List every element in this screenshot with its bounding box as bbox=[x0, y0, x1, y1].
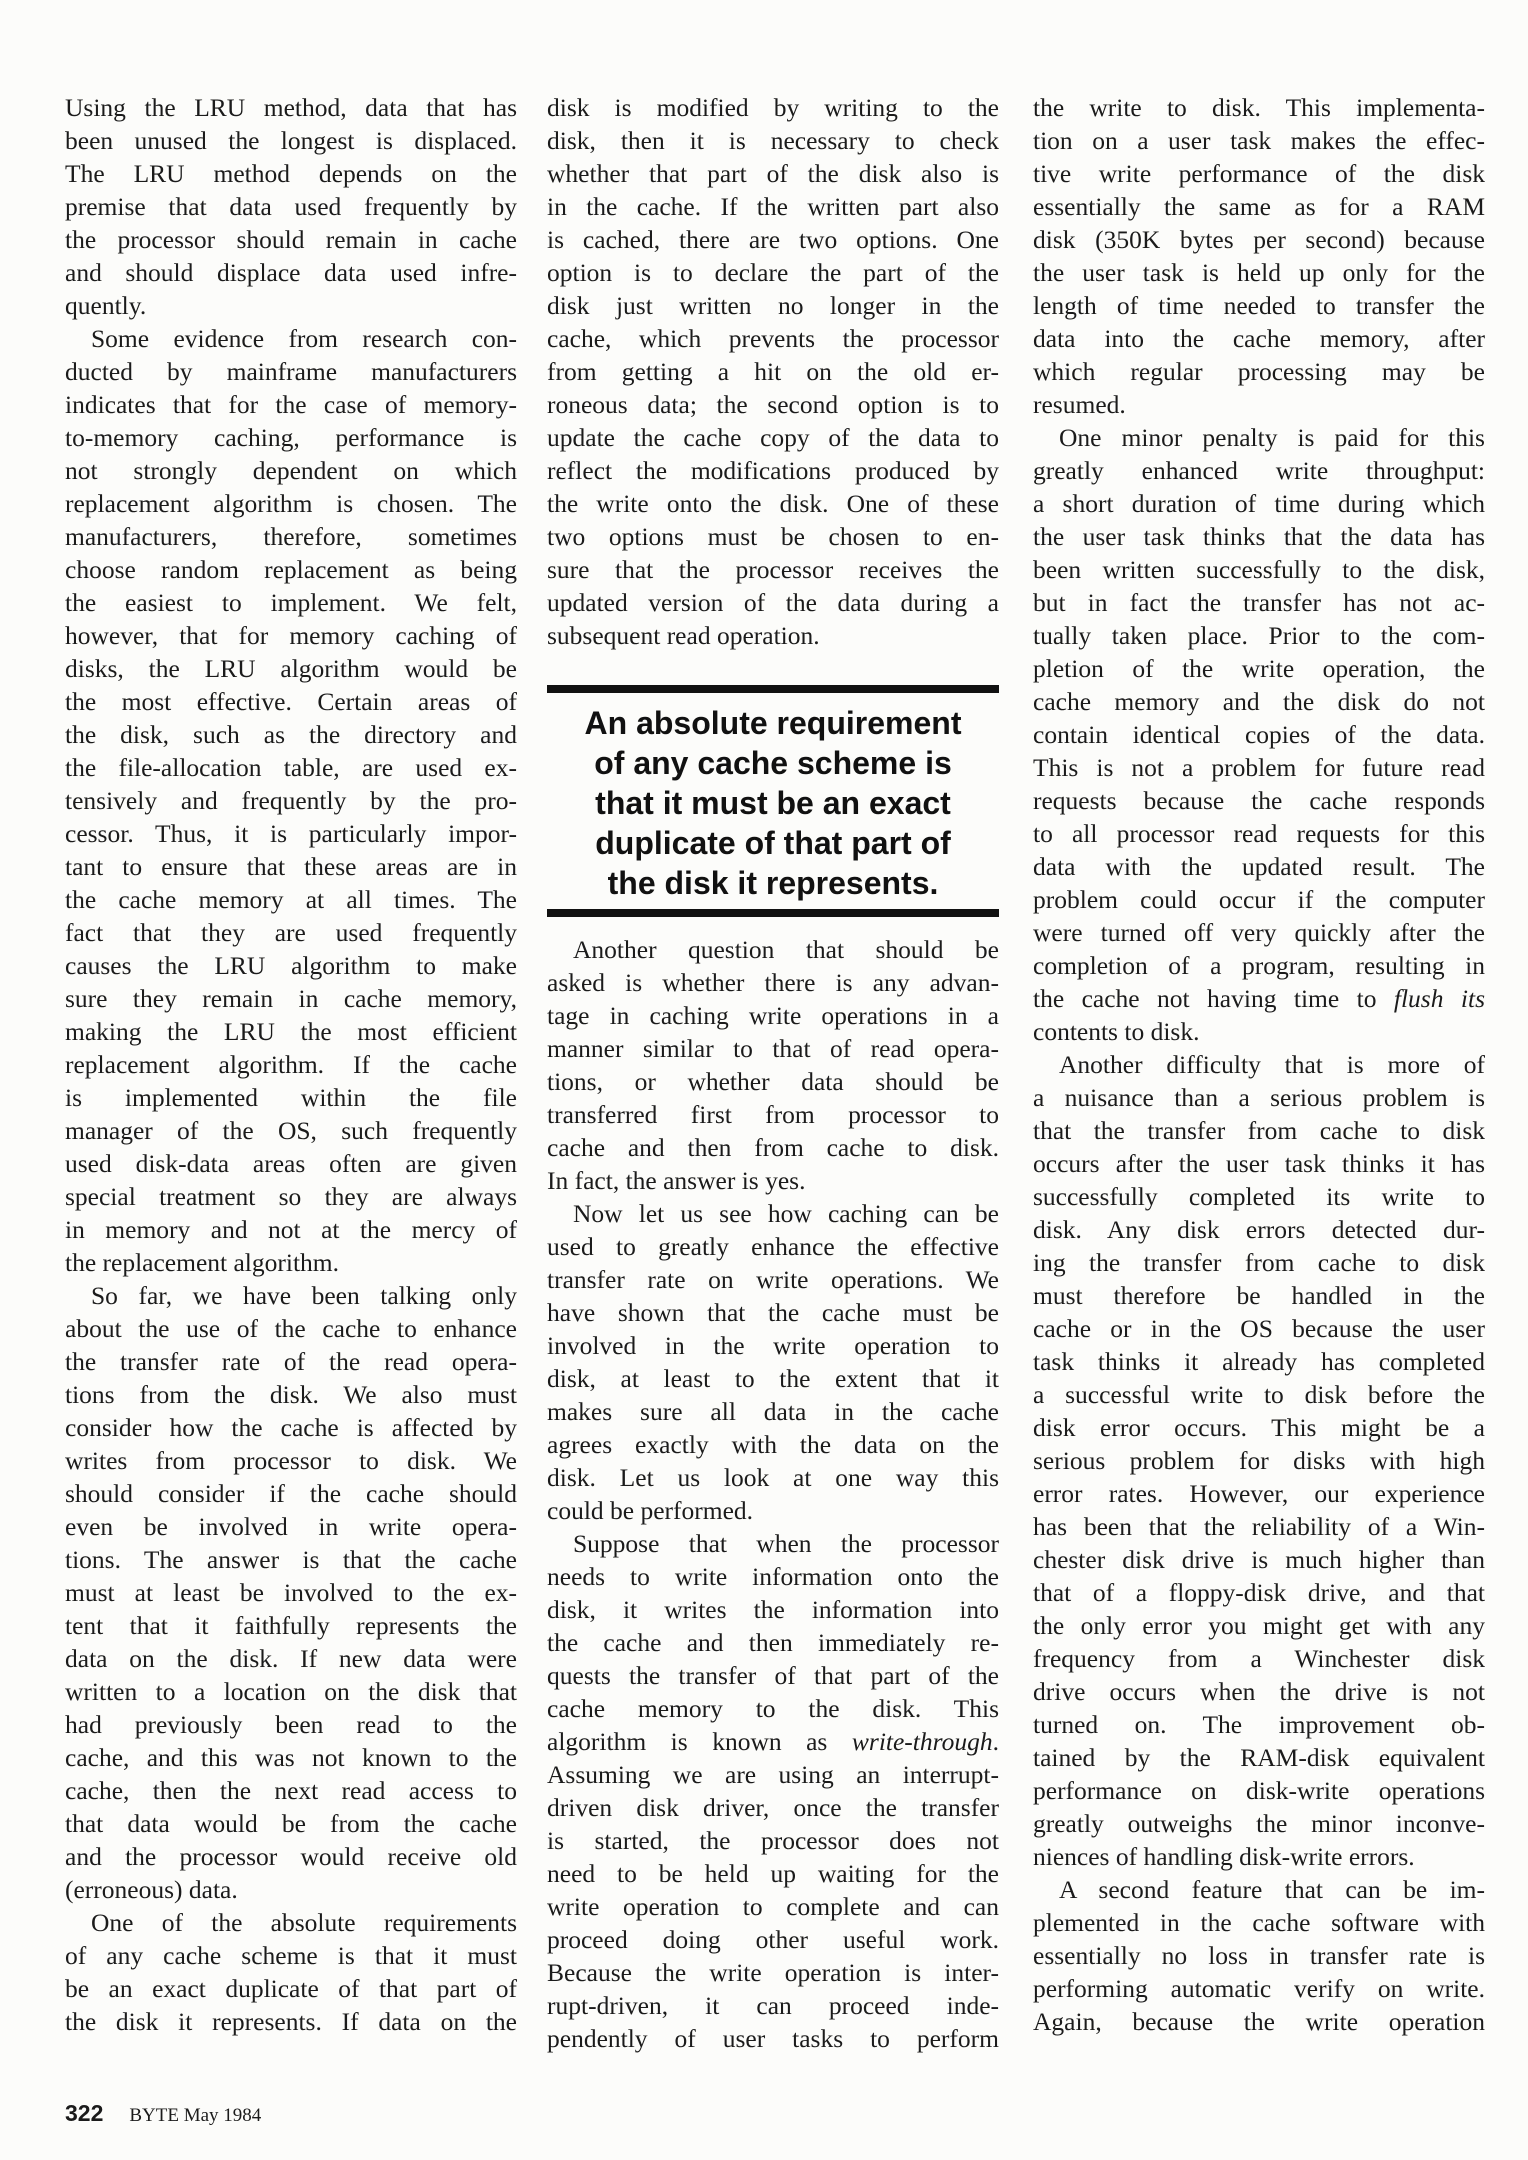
paragraph bbox=[547, 91, 999, 652]
text-line bbox=[547, 1725, 999, 1758]
text-line: contain identical copies of the data. bbox=[1033, 720, 1485, 749]
text-line: pletion of the write operation, the bbox=[1033, 654, 1485, 683]
text-line: special treatment so they are always bbox=[65, 1182, 517, 1211]
text-line: involved in the write operation to bbox=[547, 1331, 999, 1360]
text-line: resumed. bbox=[1033, 390, 1126, 419]
pull-quote-line: the disk it represents. bbox=[607, 865, 939, 901]
text-line: successfully completed its write to bbox=[1033, 1182, 1485, 1211]
text-line: has been that the reliability of a Win- bbox=[1033, 1512, 1485, 1541]
text-line: greatly outweighs the minor inconve- bbox=[1033, 1809, 1485, 1838]
text-line: disk, it writes the information into bbox=[547, 1595, 999, 1624]
text-line: disk (350K bytes per second) because bbox=[1033, 225, 1485, 254]
text-line: Using the LRU method, data that has bbox=[65, 93, 517, 122]
text-line: niences of handling disk-write errors. bbox=[1033, 1842, 1415, 1871]
text-line: cessor. Thus, it is particularly impor- bbox=[65, 819, 517, 848]
text-line: that of a floppy-disk drive, and that bbox=[1033, 1578, 1485, 1607]
text-line: however, that for memory caching of bbox=[65, 621, 517, 650]
text-line: tained by the RAM-disk equivalent bbox=[1033, 1743, 1485, 1772]
text-line: proceed doing other useful work. bbox=[547, 1925, 999, 1954]
text-line: used disk-data areas often are given bbox=[65, 1149, 517, 1178]
page-number: 322 bbox=[65, 2100, 104, 2126]
text-line: disk is modified by writing to the bbox=[547, 93, 999, 122]
text-line: the easiest to implement. We felt, bbox=[65, 588, 517, 617]
text-line: option is to declare the part of the bbox=[547, 258, 999, 287]
text-line: One of the absolute requirements bbox=[91, 1908, 517, 1937]
text-line: subsequent read operation. bbox=[547, 621, 820, 650]
text-line: need to be held up waiting for the bbox=[547, 1859, 999, 1888]
pull-quote bbox=[547, 685, 999, 917]
text-line: not strongly dependent on which bbox=[65, 456, 517, 485]
text-line: sure that the processor receives the bbox=[547, 555, 999, 584]
text-line: tion on a user task makes the effec- bbox=[1033, 126, 1485, 155]
text-line: tent that it faithfully represents the bbox=[65, 1611, 517, 1640]
text-line: cache and then from cache to disk. bbox=[547, 1133, 999, 1162]
text-line: cache, and this was not known to the bbox=[65, 1743, 517, 1772]
text-line: the cache and then immediately re- bbox=[547, 1628, 999, 1657]
text-line: serious problem for disks with high bbox=[1033, 1446, 1485, 1475]
text-line bbox=[1033, 982, 1485, 1015]
text-line: that data would be from the cache bbox=[65, 1809, 517, 1838]
text-line: In fact, the answer is yes. bbox=[547, 1166, 806, 1195]
text-line: replacement algorithm. If the cache bbox=[65, 1050, 517, 1079]
text-line: One minor penalty is paid for this bbox=[1059, 423, 1485, 452]
text-line: (erroneous) data. bbox=[65, 1875, 238, 1904]
text-line: been unused the longest is displaced. bbox=[65, 126, 517, 155]
text-line: making the LRU the most efficient bbox=[65, 1017, 517, 1046]
text-line: update the cache copy of the data to bbox=[547, 423, 999, 452]
text-line: manner similar to that of read opera- bbox=[547, 1034, 999, 1063]
text-line: Assuming we are using an interrupt- bbox=[547, 1760, 999, 1789]
text-line: driven disk driver, once the transfer bbox=[547, 1793, 999, 1822]
text-line: the user task thinks that the data has bbox=[1033, 522, 1485, 551]
paragraph bbox=[1033, 421, 1485, 1048]
text-line: tions, or whether data should be bbox=[547, 1067, 999, 1096]
text-column-1 bbox=[65, 91, 517, 2038]
text-line: cache, then the next read access to bbox=[65, 1776, 517, 1805]
text-line: in the cache. If the written part also bbox=[547, 192, 999, 221]
text-segment: . bbox=[992, 1727, 999, 1756]
text-line: that the transfer from cache to disk bbox=[1033, 1116, 1485, 1145]
text-line: disk, at least to the extent that it bbox=[547, 1364, 999, 1393]
text-line: a nuisance than a serious problem is bbox=[1033, 1083, 1485, 1112]
text-line: and the processor would receive old bbox=[65, 1842, 517, 1871]
text-line: Now let us see how caching can be bbox=[573, 1199, 999, 1228]
text-line: greatly enhanced write throughput: bbox=[1033, 456, 1485, 485]
issue-label: BYTE May 1984 bbox=[129, 2105, 262, 2126]
text-line: a successful write to disk before the bbox=[1033, 1380, 1485, 1409]
text-line: the replacement algorithm. bbox=[65, 1248, 340, 1277]
text-line: the write to disk. This implementa- bbox=[1033, 93, 1485, 122]
quote-rule-bottom bbox=[547, 909, 999, 917]
paragraph bbox=[1033, 91, 1485, 421]
text-line: rupt-driven, it can proceed inde- bbox=[547, 1991, 999, 2020]
text-line: of any cache scheme is that it must bbox=[65, 1941, 517, 1970]
page-footer bbox=[65, 2100, 261, 2140]
italic-text: flush its bbox=[1393, 984, 1486, 1013]
text-line: Again, because the write operation bbox=[1033, 2007, 1485, 2036]
text-line: manufacturers, therefore, sometimes bbox=[65, 522, 517, 551]
text-line: ducted by mainframe manufacturers bbox=[65, 357, 517, 386]
text-segment: the cache not having time to bbox=[1033, 984, 1394, 1013]
text-line: frequency from a Winchester disk bbox=[1033, 1644, 1485, 1673]
text-line: tive write performance of the disk bbox=[1033, 159, 1485, 188]
text-line: fact that they are used frequently bbox=[65, 918, 517, 947]
pull-quote-line: An absolute requirement bbox=[584, 705, 962, 741]
italic-text: write-through bbox=[851, 1727, 993, 1756]
text-line: the disk, such as the directory and bbox=[65, 720, 517, 749]
text-line: write operation to complete and can bbox=[547, 1892, 999, 1921]
text-line: even be involved in write opera- bbox=[65, 1512, 517, 1541]
text-line: updated version of the data during a bbox=[547, 588, 999, 617]
text-line: premise that data used frequently by bbox=[65, 192, 517, 221]
text-line: choose random replacement as being bbox=[65, 555, 517, 584]
text-line: used to greatly enhance the effective bbox=[547, 1232, 999, 1261]
text-line: tions. The answer is that the cache bbox=[65, 1545, 517, 1574]
text-segment: algorithm is known as bbox=[547, 1727, 852, 1756]
text-line: must therefore be handled in the bbox=[1033, 1281, 1485, 1310]
text-line: the cache memory at all times. The bbox=[65, 885, 517, 914]
text-line: asked is whether there is any advan- bbox=[547, 968, 999, 997]
quote-rule-top bbox=[547, 685, 999, 693]
text-line: a short duration of time during which bbox=[1033, 489, 1485, 518]
text-line: could be performed. bbox=[547, 1496, 754, 1525]
text-line: disks, the LRU algorithm would be bbox=[65, 654, 517, 683]
text-line: the write onto the disk. One of these bbox=[547, 489, 999, 518]
text-line: the most effective. Certain areas of bbox=[65, 687, 517, 716]
text-line: agrees exactly with the data on the bbox=[547, 1430, 999, 1459]
text-line: requests because the cache responds bbox=[1033, 786, 1485, 815]
text-line: manager of the OS, such frequently bbox=[65, 1116, 517, 1145]
text-line: Another difficulty that is more of bbox=[1059, 1050, 1485, 1079]
text-line: disk error occurs. This might be a bbox=[1033, 1413, 1485, 1442]
text-line: tually taken place. Prior to the com- bbox=[1033, 621, 1485, 650]
text-line: Some evidence from research con- bbox=[91, 324, 517, 353]
text-line: tant to ensure that these areas are in bbox=[65, 852, 517, 881]
text-line: essentially the same as for a RAM bbox=[1033, 192, 1485, 221]
text-line: length of time needed to transfer the bbox=[1033, 291, 1485, 320]
text-line: tions from the disk. We also must bbox=[65, 1380, 517, 1409]
text-line: have shown that the cache must be bbox=[547, 1298, 999, 1327]
text-line: which regular processing may be bbox=[1033, 357, 1485, 386]
text-line: replacement algorithm is chosen. The bbox=[65, 489, 517, 518]
pull-quote-line: of any cache scheme is bbox=[594, 745, 952, 781]
text-line: data into the cache memory, after bbox=[1033, 324, 1485, 353]
text-line: Because the write operation is inter- bbox=[547, 1958, 999, 1987]
text-line: contents to disk. bbox=[1033, 1017, 1200, 1046]
text-line: but in fact the transfer has not ac- bbox=[1033, 588, 1485, 617]
text-line: transferred first from processor to bbox=[547, 1100, 999, 1129]
text-line: cache memory and the disk do not bbox=[1033, 687, 1485, 716]
text-line: the only error you might get with any bbox=[1033, 1611, 1485, 1640]
text-line: is cached, there are two options. One bbox=[547, 225, 999, 254]
text-line: data with the updated result. The bbox=[1033, 852, 1485, 881]
text-line: the transfer rate of the read opera- bbox=[65, 1347, 517, 1376]
text-line: the user task is held up only for the bbox=[1033, 258, 1485, 287]
text-line: Another question that should be bbox=[573, 935, 999, 964]
text-line: problem could occur if the computer bbox=[1033, 885, 1485, 914]
text-line: the disk it represents. If data on the bbox=[65, 2007, 517, 2036]
text-line: reflect the modifications produced by bbox=[547, 456, 999, 485]
text-line: needs to write information onto the bbox=[547, 1562, 999, 1591]
text-line: turned on. The improvement ob- bbox=[1033, 1710, 1485, 1739]
paragraph bbox=[547, 1527, 999, 2055]
text-line: occurs after the user task thinks it has bbox=[1033, 1149, 1485, 1178]
text-line: Suppose that when the processor bbox=[573, 1529, 999, 1558]
text-line: cache, which prevents the processor bbox=[547, 324, 999, 353]
text-line: disk. Any disk errors detected dur- bbox=[1033, 1215, 1485, 1244]
text-line: drive occurs when the drive is not bbox=[1033, 1677, 1485, 1706]
text-line: essentially no loss in transfer rate is bbox=[1033, 1941, 1485, 1970]
text-line: So far, we have been talking only bbox=[91, 1281, 517, 1310]
paragraph bbox=[547, 933, 999, 1197]
text-line: had previously been read to the bbox=[65, 1710, 517, 1739]
text-line: were turned off very quickly after the bbox=[1033, 918, 1485, 947]
text-line: error rates. However, our experience bbox=[1033, 1479, 1485, 1508]
text-line: and should displace data used infre- bbox=[65, 258, 517, 287]
text-line: is implemented within the file bbox=[65, 1083, 517, 1112]
text-line: indicates that for the case of memory- bbox=[65, 390, 517, 419]
text-line: quests the transfer of that part of the bbox=[547, 1661, 999, 1690]
paragraph bbox=[1033, 1048, 1485, 1873]
text-line: The LRU method depends on the bbox=[65, 159, 517, 188]
paragraph bbox=[65, 1906, 517, 2038]
text-line: transfer rate on write operations. We bbox=[547, 1265, 999, 1294]
text-line: roneous data; the second option is to bbox=[547, 390, 999, 419]
text-line: from getting a hit on the old er- bbox=[547, 357, 999, 386]
text-column-3 bbox=[1033, 91, 1485, 2038]
text-line: plemented in the cache software with bbox=[1033, 1908, 1485, 1937]
pull-quote-line: duplicate of that part of bbox=[595, 825, 951, 861]
text-line: quently. bbox=[65, 291, 147, 320]
text-line: the file-allocation table, are used ex- bbox=[65, 753, 517, 782]
text-line: whether that part of the disk also is bbox=[547, 159, 999, 188]
text-line: performing automatic verify on write. bbox=[1033, 1974, 1485, 2003]
text-line: should consider if the cache should bbox=[65, 1479, 517, 1508]
text-line: A second feature that can be im- bbox=[1059, 1875, 1485, 1904]
text-line: data on the disk. If new data were bbox=[65, 1644, 517, 1673]
text-line: sure they remain in cache memory, bbox=[65, 984, 517, 1013]
text-line: disk, then it is necessary to check bbox=[547, 126, 999, 155]
text-line: cache or in the OS because the user bbox=[1033, 1314, 1485, 1343]
text-line: disk. Let us look at one way this bbox=[547, 1463, 999, 1492]
pull-quote-text bbox=[547, 693, 999, 909]
text-line: been written successfully to the disk, bbox=[1033, 555, 1485, 584]
text-line: in memory and not at the mercy of bbox=[65, 1215, 517, 1244]
text-line: tensively and frequently by the pro- bbox=[65, 786, 517, 815]
text-line: completion of a program, resulting in bbox=[1033, 951, 1485, 980]
text-line: to-memory caching, performance is bbox=[65, 423, 517, 452]
text-line: ing the transfer from cache to disk bbox=[1033, 1248, 1485, 1277]
paragraph bbox=[65, 322, 517, 1279]
text-line: be an exact duplicate of that part of bbox=[65, 1974, 517, 2003]
text-line: about the use of the cache to enhance bbox=[65, 1314, 517, 1343]
text-line: makes sure all data in the cache bbox=[547, 1397, 999, 1426]
text-line: causes the LRU algorithm to make bbox=[65, 951, 517, 980]
text-line: cache memory to the disk. This bbox=[547, 1694, 999, 1723]
paragraph bbox=[547, 1197, 999, 1527]
text-line: must at least be involved to the ex- bbox=[65, 1578, 517, 1607]
pull-quote-line: that it must be an exact bbox=[595, 785, 951, 821]
paragraph bbox=[65, 1279, 517, 1906]
text-line: writes from processor to disk. We bbox=[65, 1446, 517, 1475]
text-line: two options must be chosen to en- bbox=[547, 522, 999, 551]
text-line: task thinks it already has completed bbox=[1033, 1347, 1485, 1376]
text-line: This is not a problem for future read bbox=[1033, 753, 1485, 782]
paragraph bbox=[1033, 1873, 1485, 2038]
text-line: tage in caching write operations in a bbox=[547, 1001, 999, 1030]
text-line: consider how the cache is affected by bbox=[65, 1413, 517, 1442]
paragraph bbox=[65, 91, 517, 322]
text-line: disk just written no longer in the bbox=[547, 291, 999, 320]
text-line: performance on disk-write operations bbox=[1033, 1776, 1485, 1805]
text-line: chester disk drive is much higher than bbox=[1033, 1545, 1485, 1574]
text-line: to all processor read requests for this bbox=[1033, 819, 1485, 848]
text-line: pendently of user tasks to perform bbox=[547, 2024, 999, 2053]
text-line: written to a location on the disk that bbox=[65, 1677, 517, 1706]
text-column-2 bbox=[547, 91, 999, 2055]
text-line: is started, the processor does not bbox=[547, 1826, 999, 1855]
text-line: the processor should remain in cache bbox=[65, 225, 517, 254]
